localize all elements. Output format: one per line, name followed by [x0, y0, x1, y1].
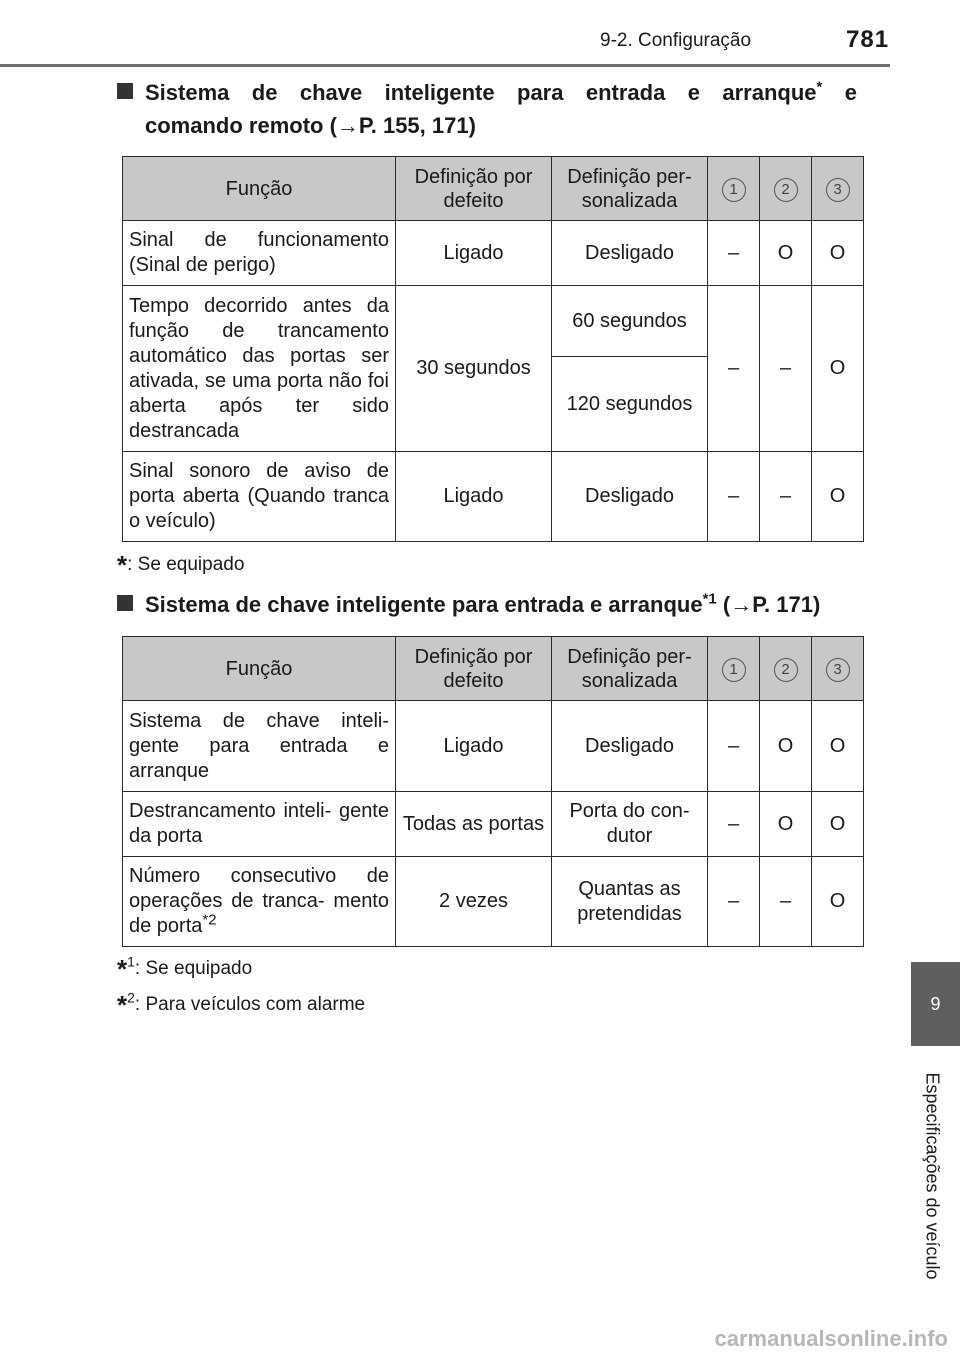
table-row	[123, 286, 864, 357]
custom-cell: Porta do con- dutor	[552, 792, 708, 857]
function-cell: Tempo decorrido antes da função de trancamento automático das portas ser ativada, se uma porta não foi aberta após ter sido destrancada	[123, 286, 396, 452]
col-default: Definição por defeito	[396, 637, 552, 701]
mark-cell: –	[760, 857, 812, 947]
chapter-title: Especificações do veículo	[922, 1072, 943, 1280]
square-bullet-icon	[117, 83, 133, 99]
mark-cell: –	[708, 286, 760, 452]
mark-cell: O	[812, 792, 864, 857]
page-number: 781	[846, 26, 890, 53]
table-row	[123, 857, 864, 947]
table-row	[123, 221, 864, 286]
section1-title: Sistema de chave inteligente para entrada e arranque* e comando remoto (→P. 155, 171)	[117, 76, 857, 142]
chapter-tab[interactable]: 9	[911, 962, 960, 1046]
table-header-row	[123, 637, 864, 701]
settings-table-1	[122, 156, 864, 542]
mark-cell: O	[812, 701, 864, 792]
footnote: *$^2$: Para veículos com alarme	[117, 989, 366, 1020]
mark-cell: O	[812, 286, 864, 452]
footnote: *: Se equipado	[117, 550, 245, 580]
col-function: Função	[123, 157, 396, 221]
default-cell: Ligado	[396, 701, 552, 792]
function-cell: Sinal sonoro de aviso de porta aberta (Quando tranca o veículo)	[123, 452, 396, 542]
table-row	[123, 452, 864, 542]
custom-cell: Desligado	[552, 701, 708, 792]
mark-cell: O	[760, 792, 812, 857]
mark-cell: O	[812, 857, 864, 947]
circled-number-icon: 3	[826, 178, 850, 202]
custom-cell: Desligado	[552, 452, 708, 542]
table-row	[123, 701, 864, 792]
default-cell: Todas as portas	[396, 792, 552, 857]
settings-table-2	[122, 636, 864, 947]
square-bullet-icon	[117, 595, 133, 611]
mark-cell: O	[812, 221, 864, 286]
col-default: Definição por defeito	[396, 157, 552, 221]
custom-cell: 120 segundos	[552, 357, 708, 452]
custom-cell: 60 segundos	[552, 286, 708, 357]
mark-cell: –	[708, 221, 760, 286]
circled-number-icon: 2	[774, 658, 798, 682]
mark-cell: O	[760, 221, 812, 286]
default-cell: Ligado	[396, 452, 552, 542]
default-cell: 30 segundos	[396, 286, 552, 452]
circled-number-icon: 1	[722, 658, 746, 682]
function-cell: Sinal de funcionamento (Sinal de perigo)	[123, 221, 396, 286]
mark-cell: –	[708, 792, 760, 857]
function-cell: Sistema de chave inteli- gente para entrada e arranque	[123, 701, 396, 792]
section2-title: Sistema de chave inteligente para entrada e arranque$^{*1}$ (→P. 171)	[117, 588, 857, 621]
table-row	[123, 792, 864, 857]
custom-cell: Desligado	[552, 221, 708, 286]
mark-cell: –	[708, 701, 760, 792]
circled-number-icon: 1	[722, 178, 746, 202]
mark-cell: –	[708, 452, 760, 542]
mark-cell: –	[760, 286, 812, 452]
function-cell: Número consecutivo de operações de tranca- mento de porta$^{*2}$	[123, 857, 396, 947]
mark-cell: O	[760, 701, 812, 792]
default-cell: Ligado	[396, 221, 552, 286]
default-cell: 2 vezes	[396, 857, 552, 947]
mark-cell: –	[760, 452, 812, 542]
custom-cell: Quantas as pretendidas	[552, 857, 708, 947]
mark-cell: O	[812, 452, 864, 542]
header-divider	[0, 64, 890, 67]
footnote: *$^1$: Se equipado	[117, 953, 253, 984]
mark-cell: –	[708, 857, 760, 947]
section-heading: 9-2. Configuração	[600, 30, 752, 51]
watermark: carmanualsonline.info	[714, 1326, 948, 1351]
circled-number-icon: 3	[826, 658, 850, 682]
col-custom: Definição per- sonalizada	[552, 157, 708, 221]
table-header-row	[123, 157, 864, 221]
col-function: Função	[123, 637, 396, 701]
circled-number-icon: 2	[774, 178, 798, 202]
col-custom: Definição per- sonalizada	[552, 637, 708, 701]
function-cell: Destrancamento inteli- gente da porta	[123, 792, 396, 857]
